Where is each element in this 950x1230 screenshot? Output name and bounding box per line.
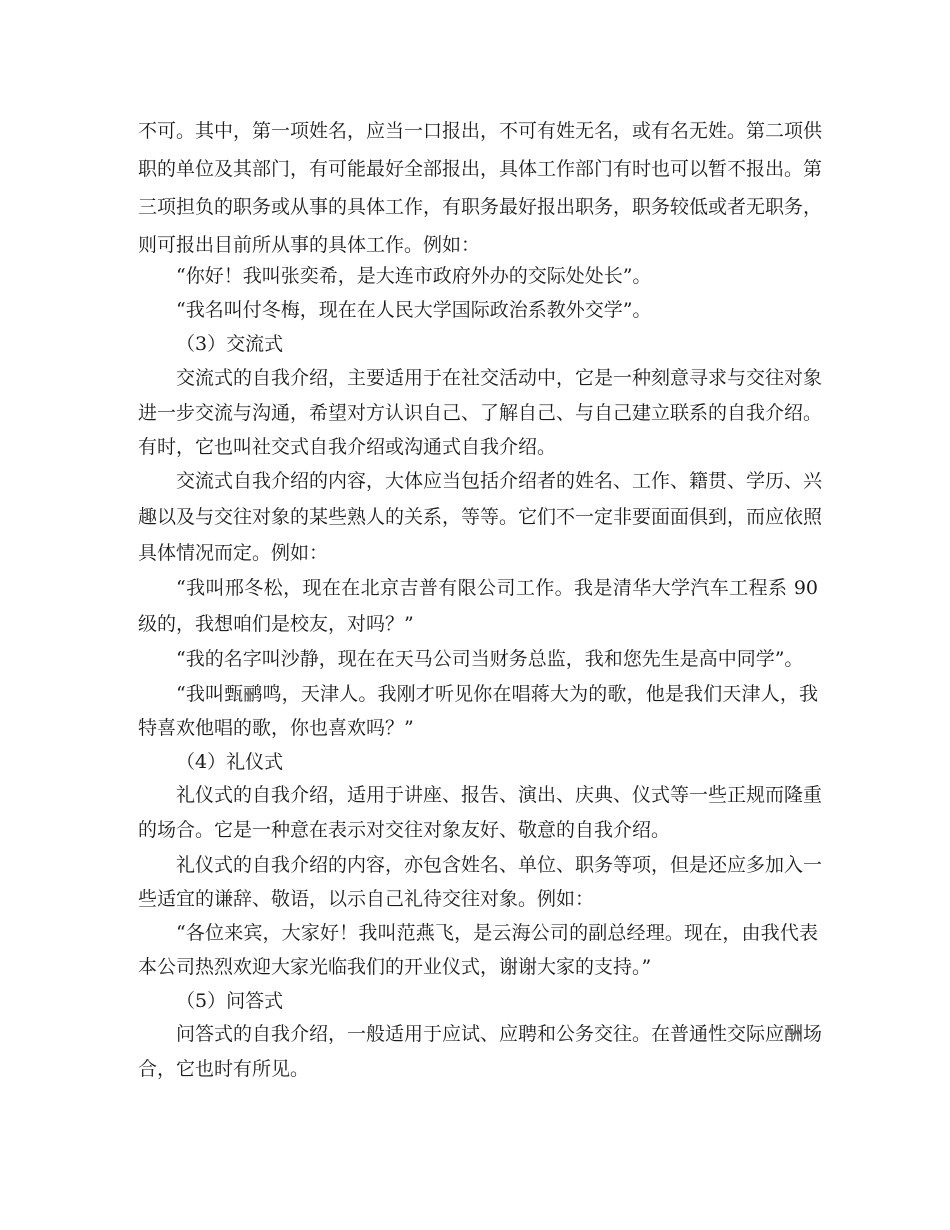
quote-line: 本公司热烈欢迎大家光临我们的开业仪式，谢谢大家的支持。” — [138, 956, 652, 978]
quote-line: “各位来宾，大家好！我叫范燕飞，是云海公司的副总经理。现在，由我代表 — [176, 922, 818, 944]
text-line: 的场合。它是一种意在表示对交往对象友好、敬意的自我介绍。 — [138, 819, 671, 841]
section-heading: （4）礼仪式 — [176, 751, 284, 773]
text-line: 三项担负的职务或从事的具体工作，有职务最好报出职务，职务较低或者无职务， — [138, 196, 823, 218]
section-heading: （3）交流式 — [176, 333, 284, 355]
text-line: 些适宜的谦辞、敬语，以示自己礼待交往对象。例如： — [138, 888, 595, 910]
quote-line: “我叫甄鹂鸣，天津人。我刚才听见你在唱蒋大为的歌，他是我们天津人，我 — [176, 683, 818, 705]
quote-line: “我叫邢冬松，现在在北京吉普有限公司工作。我是清华大学汽车工程系 90 — [176, 577, 818, 599]
quote-line: 特喜欢他唱的歌，你也喜欢吗？” — [138, 717, 414, 739]
text-line: 合，它也时有所见。 — [138, 1058, 310, 1080]
text-line: 具体情况而定。例如： — [138, 542, 329, 564]
quote-line: “我名叫付冬梅，现在在人民大学国际政治系教外交学”。 — [176, 299, 652, 321]
text-line: 进一步交流与沟通，希望对方认识自己、了解自己、与自己建立联系的自我介绍。 — [138, 402, 823, 424]
text-line: 有时，它也叫社交式自我介绍或沟通式自我介绍。 — [138, 436, 557, 458]
text-line: 趣以及与交往对象的某些熟人的关系，等等。它们不一定非要面面俱到，而应依照 — [138, 506, 823, 528]
text-line: 交流式的自我介绍，主要适用于在社交活动中，它是一种刻意寻求与交往对象 — [176, 367, 823, 389]
text-line: 礼仪式的自我介绍，适用于讲座、报告、演出、庆典、仪式等一些正规而隆重 — [176, 784, 823, 806]
quote-line: “我的名字叫沙静，现在在天马公司当财务总监，我和您先生是高中同学”。 — [176, 648, 804, 670]
quote-line: “你好！我叫张奕希，是大连市政府外办的交际处处长”。 — [176, 265, 652, 287]
text-line: 问答式的自我介绍，一般适用于应试、应聘和公务交往。在普通性交际应酬场 — [176, 1023, 823, 1045]
text-line: 则可报出目前所从事的具体工作。例如： — [138, 234, 481, 256]
section-heading: （5）问答式 — [176, 990, 284, 1012]
text-line: 职的单位及其部门，有可能最好全部报出，具体工作部门有时也可以暂不报出。第 — [138, 158, 823, 180]
quote-line: 级的，我想咱们是校友，对吗？” — [138, 613, 414, 635]
text-line: 不可。其中，第一项姓名，应当一口报出，不可有姓无名，或有名无姓。第二项供 — [138, 120, 823, 142]
text-line: 交流式自我介绍的内容，大体应当包括介绍者的姓名、工作、籍贯、学历、兴 — [176, 470, 823, 492]
text-line: 礼仪式的自我介绍的内容，亦包含姓名、单位、职务等项，但是还应多加入一 — [176, 854, 823, 876]
